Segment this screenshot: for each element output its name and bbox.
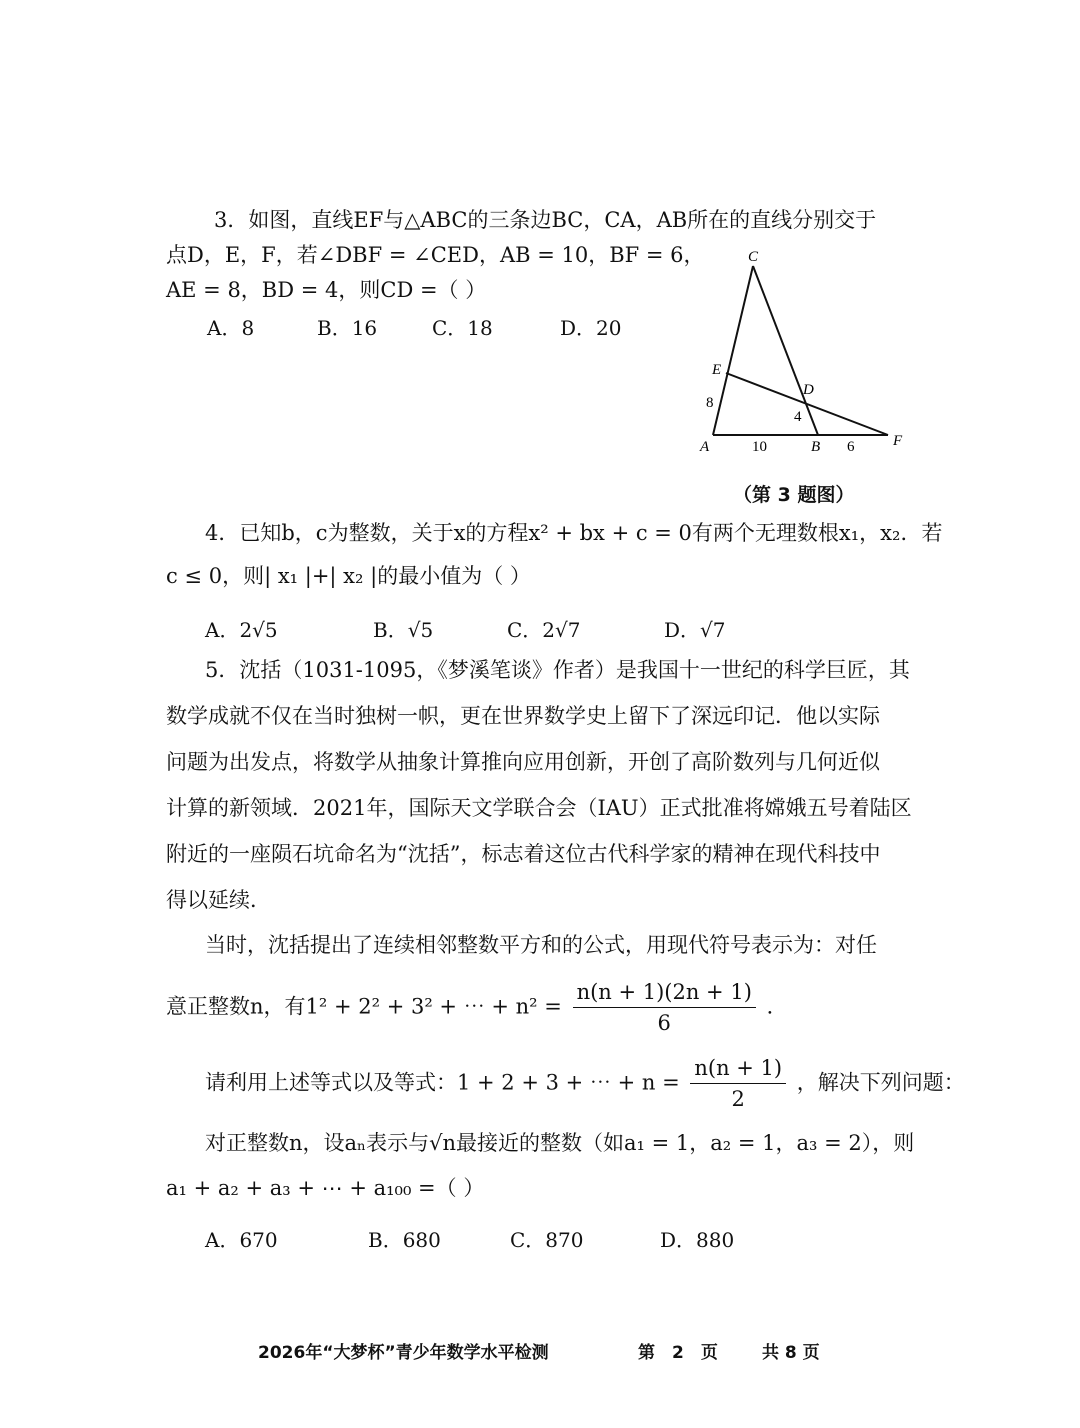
q4-option-a: A．2√5 <box>205 618 278 642</box>
q5-sum-lhs: 请利用上述等式以及等式：1 + 2 + 3 + ⋯ + n = <box>205 1070 680 1095</box>
segment-ca <box>713 266 753 435</box>
q5-para4-line-2: a₁ + a₂ + a₃ + ⋯ + a₁₀₀ =（ ） <box>166 1176 485 1200</box>
q5-sum-post: ，解决下列问题： <box>796 1070 965 1095</box>
q5-option-c: C．870 <box>510 1228 584 1252</box>
label-b: B <box>811 439 821 455</box>
q3-line-3: AE = 8，BD = 4，则CD =（ ） <box>166 278 487 302</box>
label-a: A <box>700 439 710 455</box>
q5-sum-formula <box>205 1056 965 1112</box>
label-e: E <box>712 362 722 378</box>
q3-line-2: 点D，E，F，若∠DBF = ∠CED，AB = 10，BF = 6， <box>166 243 705 267</box>
label-f: F <box>893 433 903 449</box>
q5-option-a: A．670 <box>205 1228 278 1252</box>
q3-figure-caption: （第 3 题图） <box>733 484 855 506</box>
q5-para2-line-1: 当时，沈括提出了连续相邻整数平方和的公式，用现代符号表示为：对任 <box>205 933 877 957</box>
q3-triangle-figure <box>690 240 920 465</box>
length-ae: 8 <box>706 395 714 411</box>
q5-para1-line-1: 5．沈括（1031-1095，《梦溪笔谈》作者）是我国十一世纪的科学巨匠，其 <box>205 658 910 682</box>
q5-sum-of-squares-formula <box>166 980 788 1036</box>
q3-option-d: D．20 <box>560 316 622 340</box>
q5-para1-line-6: 得以延续． <box>166 888 271 912</box>
q5-option-d: D．880 <box>660 1228 735 1252</box>
q4-option-d: D．√7 <box>664 618 726 642</box>
q3-option-b: B．16 <box>317 316 378 340</box>
q5-para1-line-5: 附近的一座陨石坑命名为“沈括”，标志着这位古代科学家的精神在现代科技中 <box>166 842 881 866</box>
segment-cb <box>753 266 818 435</box>
q5-option-b: B．680 <box>368 1228 441 1252</box>
length-bf: 6 <box>847 439 855 455</box>
q3-line-1: 3．如图，直线EF与△ABC的三条边BC，CA，AB所在的直线分别交于 <box>214 208 877 232</box>
q5-para4-line-1: 对正整数n，设aₙ表示与√n最接近的整数（如a₁ = 1，a₂ = 1，a₃ = 2），则 <box>205 1131 915 1155</box>
q5-formula-lhs: 意正整数n，有1² + 2² + 3² + ⋯ + n² = <box>166 994 562 1019</box>
q4-line-1: 4．已知b，c为整数，关于x的方程x² + bx + c = 0有两个无理数根x₁，x₂．若 <box>205 521 943 545</box>
q5-para1-line-2: 数学成就不仅在当时独树一帜，更在世界数学史上留下了深远印记．他以实际 <box>166 704 880 728</box>
q5-formula-numerator: n(n + 1)(2n + 1) <box>573 980 756 1008</box>
q5-formula-fraction <box>573 980 756 1036</box>
q4-option-b: B．√5 <box>373 618 434 642</box>
label-c: C <box>748 249 759 265</box>
q5-para1-line-4: 计算的新领域．2021年，国际天文学联合会（IAU）正式批准将嫦娥五号着陆区 <box>166 796 912 820</box>
label-d: D <box>803 382 814 398</box>
q3-option-c: C．18 <box>432 316 493 340</box>
q4-option-c: C．2√7 <box>507 618 581 642</box>
q5-sum-fraction <box>690 1056 786 1112</box>
q5-para1-line-3: 问题为出发点，将数学从抽象计算推向应用创新，开创了高阶数列与几何近似 <box>166 750 880 774</box>
q5-sum-numerator: n(n + 1) <box>690 1056 786 1084</box>
footer-total-pages: 共 8 页 <box>762 1343 820 1363</box>
q5-formula-end: ． <box>766 994 788 1019</box>
q3-option-a: A．8 <box>207 316 255 340</box>
footer-title: 2026年“大梦杯”青少年数学水平检测 <box>258 1343 549 1363</box>
length-bd: 4 <box>794 409 802 425</box>
q4-line-2: c ≤ 0，则| x₁ |+| x₂ |的最小值为（ ） <box>166 564 531 588</box>
footer-page-number: 第 2 页 <box>638 1343 718 1363</box>
length-ab: 10 <box>752 439 767 455</box>
q5-formula-denominator: 6 <box>657 1011 671 1036</box>
q5-sum-denominator: 2 <box>731 1087 745 1112</box>
